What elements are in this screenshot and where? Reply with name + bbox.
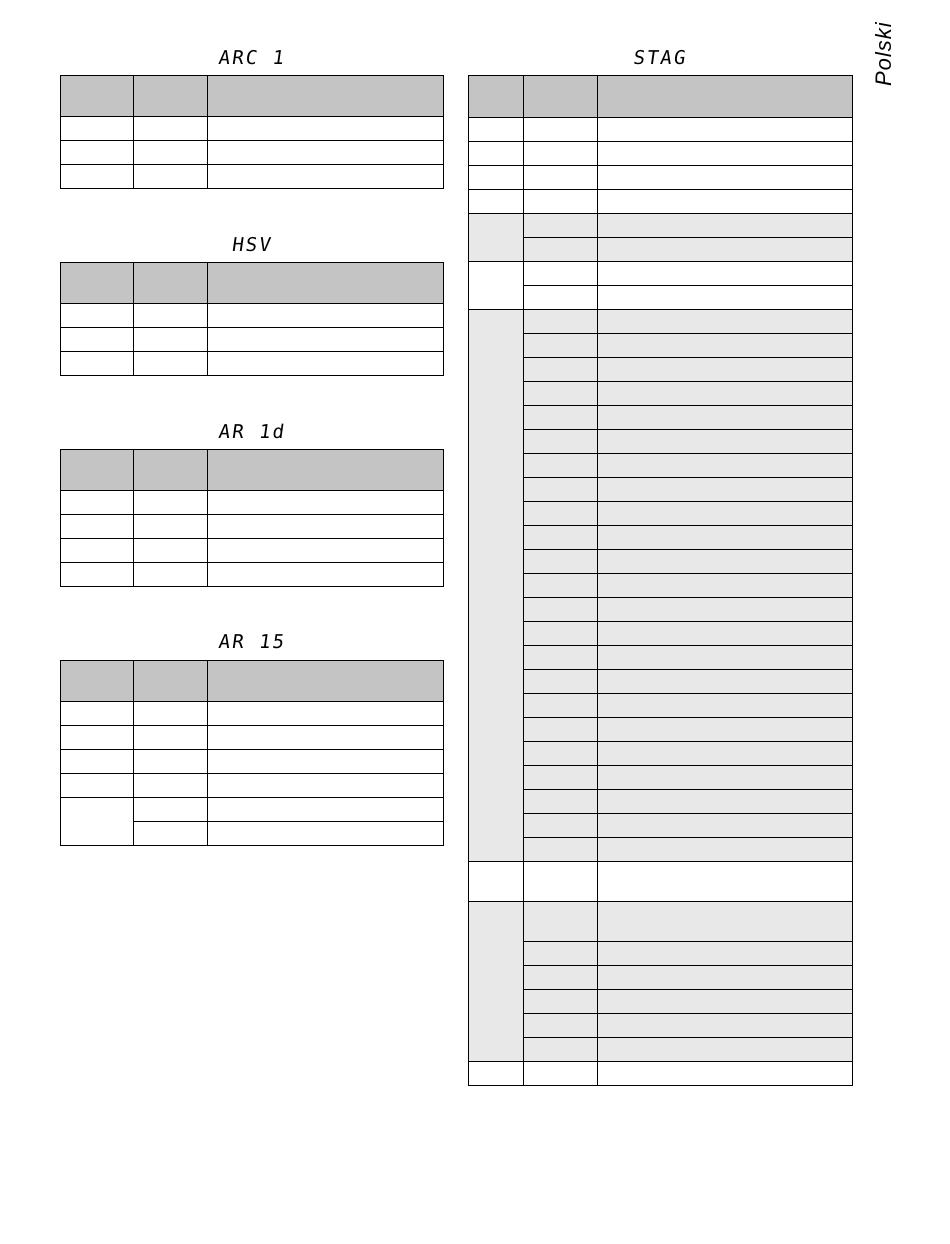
table-cell	[208, 352, 444, 376]
table-row	[61, 328, 444, 352]
table-cell	[524, 406, 598, 430]
table-cell	[469, 118, 524, 142]
table-cell	[61, 117, 134, 141]
table-cell	[598, 550, 853, 574]
header-cell-channel	[61, 661, 134, 702]
table-cell	[469, 902, 524, 1062]
table-ar15	[60, 660, 444, 846]
table-cell	[598, 1038, 853, 1062]
table-cell	[598, 334, 853, 358]
table-cell	[208, 750, 444, 774]
table-row	[469, 990, 853, 1014]
header-cell-function	[208, 450, 444, 491]
table-cell	[598, 574, 853, 598]
table-cell	[524, 1062, 598, 1086]
table-row	[61, 726, 444, 750]
table-row	[469, 334, 853, 358]
table-cell	[524, 190, 598, 214]
table-cell	[208, 774, 444, 798]
table-row	[469, 214, 853, 238]
table-cell	[598, 454, 853, 478]
table-row	[469, 310, 853, 334]
table-row	[469, 942, 853, 966]
table-cell	[598, 310, 853, 334]
header-cell-value	[134, 450, 208, 491]
table-title-stag: STAG	[632, 47, 689, 69]
table-cell	[469, 262, 524, 310]
table-cell	[598, 478, 853, 502]
table-row	[61, 539, 444, 563]
table-cell	[598, 382, 853, 406]
table-cell	[208, 515, 444, 539]
table-cell	[598, 214, 853, 238]
table-cell	[524, 142, 598, 166]
table-cell	[208, 539, 444, 563]
table-row	[61, 352, 444, 376]
table-cell	[61, 774, 134, 798]
header-cell-value	[524, 76, 598, 118]
table-cell	[598, 670, 853, 694]
table-cell	[208, 702, 444, 726]
table-cell	[61, 141, 134, 165]
table-cell	[61, 539, 134, 563]
table-title-ar1d: AR 1d	[217, 421, 288, 443]
table-cell	[469, 190, 524, 214]
table-cell	[524, 286, 598, 310]
table-row	[469, 766, 853, 790]
table-hsv	[60, 262, 444, 376]
table-cell	[598, 942, 853, 966]
table-stag	[468, 75, 853, 1086]
table-row	[469, 430, 853, 454]
table-cell	[469, 214, 524, 262]
table-cell	[524, 502, 598, 526]
table-cell	[598, 814, 853, 838]
table-row	[469, 118, 853, 142]
table-title-ar15: AR 15	[217, 631, 288, 653]
table-cell	[134, 798, 208, 822]
table-row	[61, 165, 444, 189]
table-cell	[598, 238, 853, 262]
table-row	[61, 798, 444, 822]
table-cell	[524, 966, 598, 990]
table-cell	[524, 382, 598, 406]
table-cell	[598, 430, 853, 454]
table-cell	[134, 165, 208, 189]
table-row	[469, 190, 853, 214]
table-arc1	[60, 75, 444, 189]
table-cell	[598, 838, 853, 862]
table-cell	[524, 790, 598, 814]
table-cell	[134, 702, 208, 726]
table-row	[469, 902, 853, 942]
table-row	[469, 574, 853, 598]
table-cell	[598, 902, 853, 942]
table-cell	[524, 598, 598, 622]
table-cell	[524, 902, 598, 942]
table-cell	[524, 838, 598, 862]
table-cell	[598, 742, 853, 766]
table-cell	[134, 822, 208, 846]
table-cell	[524, 742, 598, 766]
table-cell	[524, 550, 598, 574]
table-row	[469, 694, 853, 718]
table-cell	[469, 862, 524, 902]
table-row	[469, 454, 853, 478]
table-row	[469, 286, 853, 310]
header-cell-channel	[61, 76, 134, 117]
table-cell	[208, 328, 444, 352]
table-row	[61, 304, 444, 328]
table-row	[469, 1062, 853, 1086]
table-cell	[208, 165, 444, 189]
table-cell	[61, 515, 134, 539]
table-cell	[469, 1062, 524, 1086]
header-cell-channel	[469, 76, 524, 118]
table-row	[61, 141, 444, 165]
table-row	[61, 702, 444, 726]
table-cell	[469, 166, 524, 190]
table-cell	[598, 1014, 853, 1038]
header-cell-function	[208, 263, 444, 304]
table-cell	[524, 166, 598, 190]
table-cell	[61, 726, 134, 750]
table-cell	[61, 750, 134, 774]
table-cell	[469, 142, 524, 166]
table-row	[469, 142, 853, 166]
table-row	[61, 515, 444, 539]
table-cell	[598, 406, 853, 430]
table-cell	[208, 141, 444, 165]
table-row	[469, 526, 853, 550]
table-cell	[61, 352, 134, 376]
table-cell	[598, 598, 853, 622]
table-cell	[598, 166, 853, 190]
table-cell	[524, 358, 598, 382]
table-cell	[61, 491, 134, 515]
table-cell	[598, 1062, 853, 1086]
table-cell	[208, 563, 444, 587]
table-row	[469, 382, 853, 406]
table-row	[61, 750, 444, 774]
header-cell-function	[208, 76, 444, 117]
table-cell	[598, 190, 853, 214]
table-cell	[134, 328, 208, 352]
table-row	[469, 262, 853, 286]
table-cell	[524, 646, 598, 670]
table-row	[469, 238, 853, 262]
header-cell-value	[134, 76, 208, 117]
table-cell	[524, 238, 598, 262]
header-cell-function	[598, 76, 853, 118]
table-cell	[524, 478, 598, 502]
table-row	[469, 1014, 853, 1038]
table-row	[61, 774, 444, 798]
table-cell	[524, 454, 598, 478]
header-cell-value	[134, 661, 208, 702]
table-row	[469, 478, 853, 502]
table-cell	[598, 358, 853, 382]
table-cell	[469, 310, 524, 862]
table-row	[469, 166, 853, 190]
header-cell-value	[134, 263, 208, 304]
table-cell	[524, 1038, 598, 1062]
table-row	[469, 406, 853, 430]
table-cell	[598, 694, 853, 718]
table-cell	[61, 165, 134, 189]
table-row	[469, 742, 853, 766]
table-row	[469, 838, 853, 862]
table-row	[469, 1038, 853, 1062]
table-cell	[524, 262, 598, 286]
table-cell	[134, 774, 208, 798]
table-cell	[208, 117, 444, 141]
table-row	[61, 117, 444, 141]
table-row	[61, 491, 444, 515]
table-cell	[61, 798, 134, 846]
table-cell	[208, 822, 444, 846]
table-cell	[598, 718, 853, 742]
table-cell	[598, 646, 853, 670]
table-cell	[524, 214, 598, 238]
table-row	[469, 790, 853, 814]
table-cell	[524, 990, 598, 1014]
table-cell	[61, 304, 134, 328]
table-cell	[598, 622, 853, 646]
table-cell	[524, 1014, 598, 1038]
language-tab: Polski	[871, 21, 896, 86]
table-row	[61, 563, 444, 587]
table-cell	[524, 942, 598, 966]
table-ar1d	[60, 449, 444, 587]
table-cell	[524, 862, 598, 902]
table-title-hsv: HSV	[230, 234, 275, 256]
table-cell	[134, 515, 208, 539]
table-cell	[134, 491, 208, 515]
table-cell	[598, 990, 853, 1014]
table-cell	[524, 430, 598, 454]
table-cell	[524, 310, 598, 334]
table-cell	[598, 526, 853, 550]
table-cell	[134, 117, 208, 141]
table-row	[469, 502, 853, 526]
table-cell	[524, 118, 598, 142]
table-cell	[134, 141, 208, 165]
table-cell	[61, 328, 134, 352]
table-cell	[134, 750, 208, 774]
table-cell	[598, 286, 853, 310]
table-cell	[134, 352, 208, 376]
table-cell	[134, 563, 208, 587]
header-cell-function	[208, 661, 444, 702]
table-row	[469, 358, 853, 382]
table-row	[469, 862, 853, 902]
table-cell	[598, 118, 853, 142]
table-cell	[598, 862, 853, 902]
table-cell	[208, 726, 444, 750]
table-cell	[208, 304, 444, 328]
table-cell	[598, 966, 853, 990]
table-row	[469, 814, 853, 838]
table-cell	[524, 814, 598, 838]
table-cell	[134, 304, 208, 328]
table-cell	[598, 502, 853, 526]
table-row	[469, 718, 853, 742]
header-cell-channel	[61, 450, 134, 491]
table-cell	[134, 726, 208, 750]
table-cell	[208, 798, 444, 822]
table-cell	[524, 334, 598, 358]
table-cell	[134, 539, 208, 563]
table-cell	[524, 526, 598, 550]
table-cell	[524, 694, 598, 718]
table-cell	[598, 262, 853, 286]
table-cell	[524, 718, 598, 742]
table-cell	[598, 790, 853, 814]
table-title-arc1: ARC 1	[217, 47, 288, 69]
table-cell	[524, 622, 598, 646]
table-row	[469, 966, 853, 990]
table-cell	[208, 491, 444, 515]
table-row	[469, 622, 853, 646]
table-cell	[524, 766, 598, 790]
header-cell-channel	[61, 263, 134, 304]
table-cell	[524, 574, 598, 598]
table-cell	[61, 563, 134, 587]
table-row	[469, 550, 853, 574]
table-cell	[524, 670, 598, 694]
table-row	[469, 646, 853, 670]
table-row	[469, 598, 853, 622]
table-row	[469, 670, 853, 694]
table-cell	[598, 142, 853, 166]
table-cell	[598, 766, 853, 790]
table-cell	[61, 702, 134, 726]
